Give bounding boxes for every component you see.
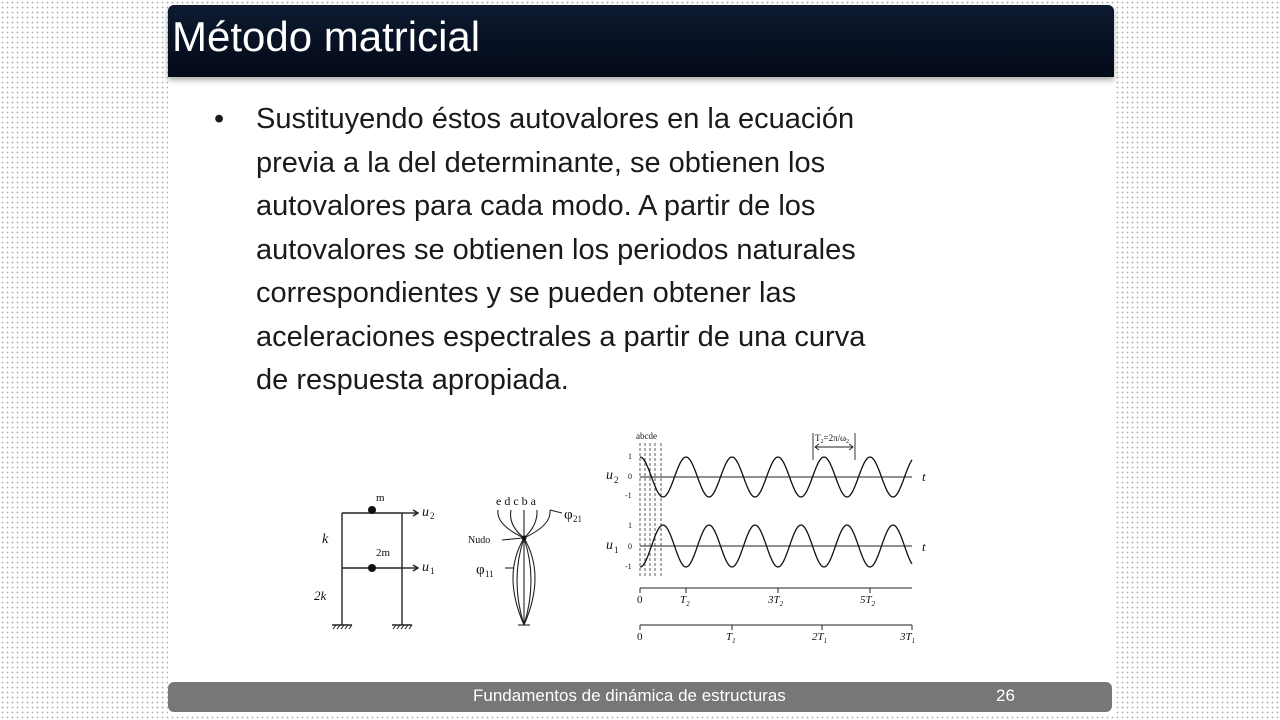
t2-axis-tick-0: 0 [637,594,643,606]
nudo-label: Nudo [468,535,491,546]
stiffness-2k-label: 2k [314,588,327,603]
mode-shape-diagram [498,510,562,625]
nudo-dot [522,536,527,541]
slide-title: Método matricial [172,13,481,60]
t1-time-axis [640,625,912,630]
response-dashed-markers [640,443,661,577]
u2-tick-minus1: -1 [625,491,632,500]
frame-u1-subscript: 1 [430,566,435,576]
t1-axis-tick-3T1: $3T_1$ [900,631,916,645]
u1-tick-minus1: -1 [625,562,632,571]
u1-tick-1: 1 [628,521,632,530]
plot-u1-subscript: 1 [614,545,619,555]
mass-m-label: m [376,492,385,504]
stiffness-k-label: k [322,532,329,547]
mode-curve-1 [513,538,524,625]
phi21-subscript: 21 [573,514,582,524]
mass-m-dot [368,506,376,514]
plot-u2-label: u [606,468,613,483]
plot-u2-t-label: t [922,469,926,484]
mass-2m-dot [368,564,376,572]
u1-tick-0: 0 [628,542,632,551]
footer-title: Fundamentos de dinámica de estructuras [473,686,786,705]
frame-u2-label: u [422,505,429,520]
paragraph-line: Sustituyendo éstos autovalores en la ecuación [256,103,855,135]
mass-2m-label: 2m [376,547,391,559]
frame-u2-subscript: 2 [430,511,435,521]
bullet-paragraph [256,98,1046,403]
response-top-letters: abcde [636,431,657,441]
u2-tick-1: 1 [628,452,632,461]
nudo-pointer [502,538,522,540]
plot-u1-t-label: t [922,539,926,554]
phi11-subscript: 11 [485,569,494,579]
structural-dynamics-figure [300,425,950,670]
t1-axis-tick-2T1: $2T_1$ [812,631,828,645]
title-bar [168,5,1114,77]
paragraph-line: autovalores se obtienen los periodos naturales [256,233,856,266]
mode-top-curve-b [524,510,537,538]
t2-axis-tick-5T2: $5T_2$ [860,594,876,608]
t1-axis-tick-T1: $T_1$ [726,631,736,645]
period-label: $T_2=2\pi/\omega_2$ [815,433,850,445]
mode-top-curve-d [511,510,524,538]
page-number: 26 [996,686,1015,705]
plot-u1-label: u [606,538,613,553]
t1-axis-tick-0: 0 [637,631,643,643]
mode-curve-4 [524,538,535,625]
footer-bar [168,682,1112,712]
bullet-icon: • [214,103,225,135]
paragraph-line: de respuesta apropiada. [256,364,569,396]
t2-axis-tick-3T2: $3T_2$ [768,594,784,608]
mode-letters: e d c b a [496,494,536,508]
t2-time-axis [640,588,912,593]
paragraph-line: correspondientes y se pueden obtener las [256,277,797,309]
frame-u1-label: u [422,560,429,575]
u2-tick-0: 0 [628,472,632,481]
paragraph-line: previa a la del determinante, se obtienen los [256,146,826,179]
plot-u2-subscript: 2 [614,475,619,485]
phi21-pointer [550,510,562,513]
t2-axis-tick-T2: $T_2$ [680,594,690,608]
paragraph-line: autovalores para cada modo. A partir de los [256,190,816,222]
phi21-label: φ [564,507,573,523]
paragraph-line: aceleraciones espectrales a partir de una curva [256,320,866,353]
phi11-label: φ [476,562,485,578]
